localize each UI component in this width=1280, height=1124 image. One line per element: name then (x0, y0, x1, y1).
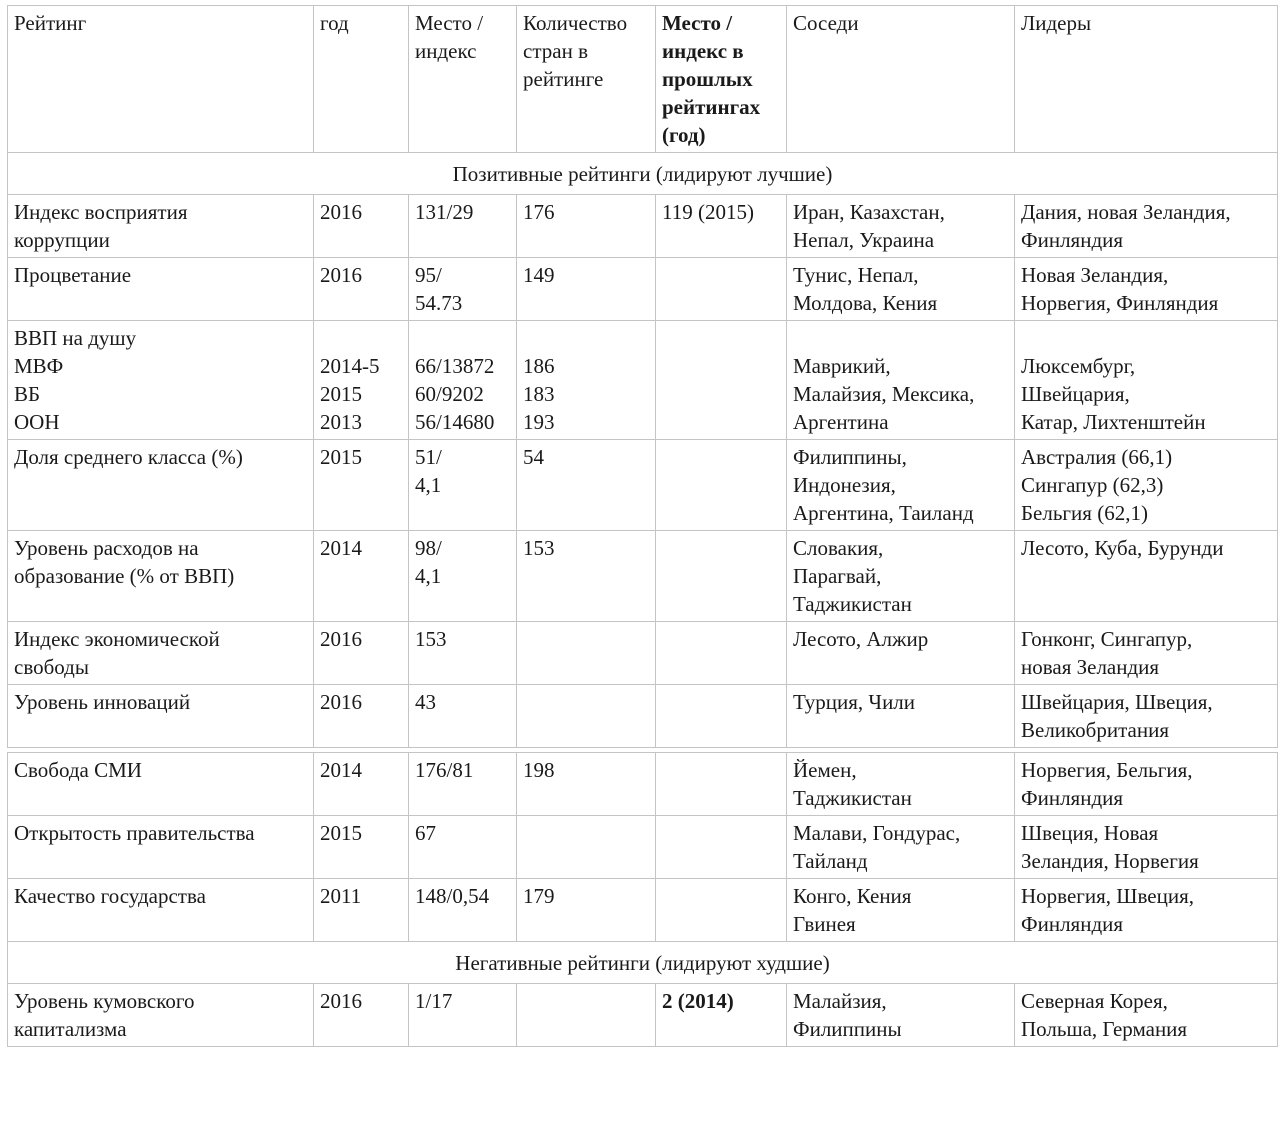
cell-leaders: Гонконг, Сингапур, новая Зеландия (1015, 622, 1278, 685)
table-row (8, 984, 1278, 1047)
table-row (8, 258, 1278, 321)
cell-neighbors: Иран, Казахстан, Непал, Украина (787, 195, 1015, 258)
cell-year: 2014-5 2015 2013 (314, 321, 409, 440)
cell-place-index: 131/29 (409, 195, 517, 258)
cell-countries-count: 149 (517, 258, 656, 321)
cell-rating: Доля среднего класса (%) (8, 440, 314, 531)
cell-previous-place (656, 531, 787, 622)
cell-year: 2016 (314, 685, 409, 748)
cell-year: 2016 (314, 195, 409, 258)
cell-year: 2015 (314, 816, 409, 879)
table-row (8, 440, 1278, 531)
section-title-positive: Позитивные рейтинги (лидируют лучшие) (8, 153, 1278, 195)
cell-leaders: Швеция, Новая Зеландия, Норвегия (1015, 816, 1278, 879)
cell-previous-place: 2 (2014) (656, 984, 787, 1047)
cell-year: 2011 (314, 879, 409, 942)
cell-countries-count: 176 (517, 195, 656, 258)
header-year: год (314, 6, 409, 153)
table-row (8, 685, 1278, 748)
cell-previous-place (656, 816, 787, 879)
cell-neighbors: Словакия, Парагвай, Таджикистан (787, 531, 1015, 622)
cell-rating: Уровень инноваций (8, 685, 314, 748)
table-row (8, 531, 1278, 622)
header-rating: Рейтинг (8, 6, 314, 153)
cell-rating: Индекс экономической свободы (8, 622, 314, 685)
cell-leaders: Новая Зеландия, Норвегия, Финляндия (1015, 258, 1278, 321)
cell-leaders: Норвегия, Бельгия, Финляндия (1015, 753, 1278, 816)
cell-year: 2014 (314, 531, 409, 622)
cell-year: 2016 (314, 258, 409, 321)
cell-place-index: 1/17 (409, 984, 517, 1047)
cell-previous-place (656, 440, 787, 531)
cell-leaders: Люксембург, Швейцария, Катар, Лихтенштейн (1015, 321, 1278, 440)
cell-place-index: 153 (409, 622, 517, 685)
cell-year: 2014 (314, 753, 409, 816)
cell-previous-place (656, 622, 787, 685)
cell-countries-count: 186 183 193 (517, 321, 656, 440)
cell-place-index: 67 (409, 816, 517, 879)
cell-leaders: Швейцария, Швеция, Великобритания (1015, 685, 1278, 748)
cell-place-index: 148/0,54 (409, 879, 517, 942)
table-row (8, 753, 1278, 816)
cell-rating: Индекс восприятия коррупции (8, 195, 314, 258)
header-previous-place: Место / индекс в прошлых рейтингах (год) (656, 6, 787, 153)
cell-countries-count: 179 (517, 879, 656, 942)
table-row (8, 195, 1278, 258)
cell-countries-count (517, 622, 656, 685)
cell-rating: Процветание (8, 258, 314, 321)
cell-previous-place (656, 321, 787, 440)
cell-neighbors: Маврикий, Малайзия, Мексика, Аргентина (787, 321, 1015, 440)
cell-rating: ВВП на душу МВФ ВБ ООН (8, 321, 314, 440)
cell-place-index: 51/ 4,1 (409, 440, 517, 531)
cell-rating: Свобода СМИ (8, 753, 314, 816)
cell-place-index: 95/ 54.73 (409, 258, 517, 321)
cell-year: 2015 (314, 440, 409, 531)
cell-previous-place (656, 879, 787, 942)
cell-leaders: Лесото, Куба, Бурунди (1015, 531, 1278, 622)
cell-rating: Уровень расходов на образование (% от ВВП) (8, 531, 314, 622)
section-row (8, 942, 1278, 984)
cell-neighbors: Йемен, Таджикистан (787, 753, 1015, 816)
cell-countries-count (517, 816, 656, 879)
cell-leaders: Норвегия, Швеция, Финляндия (1015, 879, 1278, 942)
cell-rating: Открытость правительства (8, 816, 314, 879)
cell-previous-place (656, 753, 787, 816)
cell-leaders: Дания, новая Зеландия, Финляндия (1015, 195, 1278, 258)
table-row (8, 879, 1278, 942)
section-title-negative: Негативные рейтинги (лидируют худшие) (8, 942, 1278, 984)
cell-countries-count: 153 (517, 531, 656, 622)
section-row (8, 153, 1278, 195)
cell-countries-count: 198 (517, 753, 656, 816)
cell-neighbors: Филиппины, Индонезия, Аргентина, Таиланд (787, 440, 1015, 531)
cell-rating: Уровень кумовского капитализма (8, 984, 314, 1047)
header-countries-count: Количество стран в рейтинге (517, 6, 656, 153)
ratings-table (7, 5, 1278, 1047)
cell-neighbors: Малави, Гондурас, Тайланд (787, 816, 1015, 879)
cell-countries-count (517, 685, 656, 748)
cell-place-index: 98/ 4,1 (409, 531, 517, 622)
cell-countries-count: 54 (517, 440, 656, 531)
cell-leaders: Северная Корея, Польша, Германия (1015, 984, 1278, 1047)
cell-year: 2016 (314, 984, 409, 1047)
cell-place-index: 176/81 (409, 753, 517, 816)
table-row (8, 321, 1278, 440)
cell-previous-place: 119 (2015) (656, 195, 787, 258)
cell-countries-count (517, 984, 656, 1047)
cell-neighbors: Лесото, Алжир (787, 622, 1015, 685)
cell-neighbors: Малайзия, Филиппины (787, 984, 1015, 1047)
header-place-index: Место / индекс (409, 6, 517, 153)
cell-year: 2016 (314, 622, 409, 685)
header-neighbors: Соседи (787, 6, 1015, 153)
cell-leaders: Австралия (66,1) Сингапур (62,3) Бельгия (62,1) (1015, 440, 1278, 531)
table-row (8, 816, 1278, 879)
cell-neighbors: Конго, Кения Гвинея (787, 879, 1015, 942)
cell-previous-place (656, 258, 787, 321)
cell-rating: Качество государства (8, 879, 314, 942)
cell-neighbors: Турция, Чили (787, 685, 1015, 748)
cell-place-index: 66/13872 60/9202 56/14680 (409, 321, 517, 440)
cell-neighbors: Тунис, Непал, Молдова, Кения (787, 258, 1015, 321)
cell-place-index: 43 (409, 685, 517, 748)
table-row (8, 622, 1278, 685)
cell-previous-place (656, 685, 787, 748)
header-leaders: Лидеры (1015, 6, 1278, 153)
header-row (8, 6, 1278, 153)
